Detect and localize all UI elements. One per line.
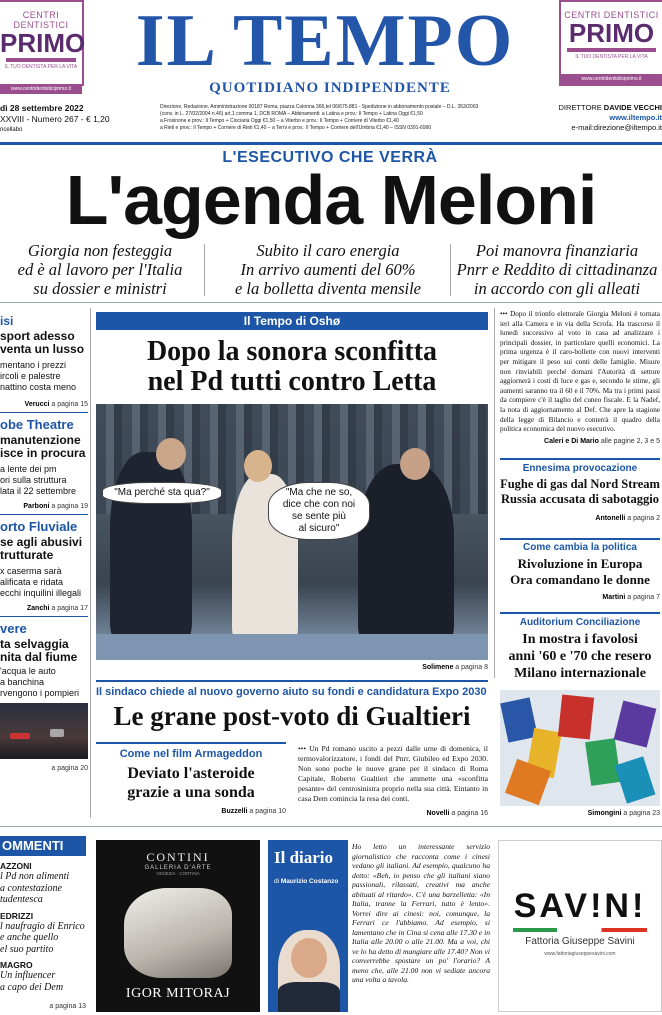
r1-credit <box>500 515 660 522</box>
left-s3-head[interactable]: se agli abusivi trutturate <box>0 535 83 562</box>
ad-primo-left-brand: PRIMO <box>0 28 86 58</box>
left-s3-page: a pagina 17 <box>51 605 88 612</box>
lead-sub-1: Giorgia non festeggia ed è al lavoro per l'Italia su dossier e ministri <box>17 241 183 298</box>
ad-primo-left-line3: IL TUO DENTISTA PER LA VITA <box>4 64 78 70</box>
center-credit-page: a pagina 8 <box>455 664 488 671</box>
ad-primo-right-line1: CENTRI DENTISTICI <box>564 10 659 20</box>
left-s1-text: mentano i prezzi ircoli e palestre nattino costa meno <box>0 360 77 392</box>
commenti-c3-text[interactable]: Un influencer a capo dei Dem <box>0 970 64 993</box>
asteroid-kicker: Come nel film Armageddon <box>119 748 263 760</box>
flood-car-light <box>10 733 30 739</box>
art-block-3 <box>558 694 594 739</box>
r1-rule <box>500 458 660 460</box>
center-kicker: Il Tempo di Oshø <box>243 314 341 328</box>
gualtieri-author: Novelli <box>426 810 450 817</box>
art-block-5 <box>614 700 657 747</box>
art-block-7 <box>615 756 656 803</box>
left-s4-text: 'acqua le auto a banchina rvengono i pompieri <box>0 666 80 698</box>
director-label: DIRETTORE <box>558 103 602 112</box>
ad-primo-right-brand: PRIMO <box>568 18 655 48</box>
commenti-box <box>0 836 86 1012</box>
figure-left <box>110 452 192 642</box>
ad-primo-left-line1: CENTRI DENTISTICI <box>13 10 69 30</box>
r2-credit <box>500 594 660 601</box>
left-s2-credit <box>0 503 88 510</box>
left-s1-author: Verucci <box>24 401 50 408</box>
left-divider-3 <box>0 616 88 617</box>
masthead-website[interactable]: www.iltempo.it <box>609 113 662 122</box>
masthead-title: IL TEMPO <box>135 0 515 82</box>
left-s1-head[interactable]: sport adesso venta un lusso <box>0 329 85 356</box>
diario-box <box>268 840 348 1012</box>
masthead-address-1: Direzione, Redazione, Amministrazione 00187 Roma, piazza Colonna 366,tel 06/675.881 - Spedizione in abbonamento postale – D.L. 353/2003 <box>160 104 479 110</box>
r1-head[interactable]: Fughe di gas dal Nord Stream Russia accusata di sabotaggio <box>500 477 660 506</box>
r2-kicker: Come cambia la politica <box>523 542 637 553</box>
center-credit-author: Solimene <box>422 664 454 671</box>
left-s3-credit <box>0 605 88 612</box>
r1-page: a pagina 2 <box>627 515 660 522</box>
savini-sub: Fattoria Giuseppe Savini <box>525 936 635 947</box>
right-col-divider <box>494 308 495 678</box>
lead-credit-pages: alle pagine 2, 3 e 5 <box>600 438 660 445</box>
ad-primo-right[interactable] <box>559 0 662 86</box>
director-name: DAVIDE VECCHI <box>603 103 662 112</box>
left-s4-photo <box>0 703 88 759</box>
savini-flag <box>513 928 647 932</box>
commenti-c1-author: AZZONI <box>0 861 32 871</box>
masthead-address <box>160 104 500 132</box>
r1-author: Antonelli <box>595 515 626 522</box>
r3-artwork <box>500 690 660 806</box>
asteroid-headline[interactable]: Deviato l'asteroide grazie a una sonda <box>127 765 255 801</box>
masthead-director <box>520 103 662 113</box>
photo-floor <box>96 634 488 660</box>
lead-kicker: L'ESECUTIVO CHE VERRÀ <box>222 149 438 166</box>
left-s2-text: a lente dei pm ori sulla struttura lata il 22 settembre <box>0 464 77 496</box>
figure-right-head <box>400 448 430 480</box>
r2-rule <box>500 538 660 540</box>
left-col-divider <box>90 308 91 818</box>
masthead-address-3: a Frosinone e prov.: Il Tempo + Ciociaria Oggi €1,50 – a Viterbo e prov.: Il Tempo + Corriere di Viterbo €1,40 <box>160 118 399 124</box>
asteroid-page: a pagina 10 <box>249 808 286 815</box>
diario-author-line <box>274 878 348 885</box>
center-credit <box>300 664 488 671</box>
commenti-c1-text[interactable]: l Pd non alimenti a contestazione tudentesca <box>0 871 70 905</box>
left-s4-page: a pagina 20 <box>51 765 88 772</box>
masthead-issue: XXVIII - Numero 267 - € 1,20 <box>0 114 110 124</box>
lead-sub-divider-1 <box>204 244 205 296</box>
masthead-sub-issue: ncellabo <box>0 127 23 133</box>
masthead-email[interactable]: e-mail:direzione@iltempo.it <box>571 123 662 132</box>
savini-url: www.fattoriagiuseppesavini.com <box>544 951 616 957</box>
contini-artist: IGOR MITORAJ <box>125 986 231 1001</box>
diario-author: Maurizio Costanzo <box>280 878 339 885</box>
asteroid-rule <box>96 742 286 744</box>
flood-car-light-2 <box>50 729 64 737</box>
left-s2-author: Parboni <box>23 503 50 510</box>
ad-savini[interactable] <box>498 840 662 1012</box>
left-s4-head[interactable]: ta selvaggia nita dal fiume <box>0 637 78 664</box>
ad-contini[interactable] <box>96 840 260 1012</box>
portrait-face <box>291 938 327 978</box>
left-s3-author: Zanchi <box>26 605 50 612</box>
commenti-page: a pagina 13 <box>49 1003 86 1010</box>
gualtieri-credit <box>298 810 488 817</box>
left-s1-credit <box>0 401 88 408</box>
masthead-subtitle: QUOTIDIANO INDIPENDENTE <box>209 80 451 96</box>
ad-primo-left-url: www.centridentisticiprimo.it <box>0 84 82 94</box>
diario-title: Il diario <box>274 848 334 867</box>
masthead-director-block <box>520 103 662 133</box>
left-s4-kicker: vere <box>0 621 27 636</box>
left-s2-page: a pagina 19 <box>51 503 88 510</box>
figure-right <box>358 464 454 644</box>
left-divider-1 <box>0 412 88 413</box>
gualtieri-page: a pagina 16 <box>451 810 488 817</box>
left-s3-kicker: orto Fluviale <box>0 519 78 534</box>
masthead-rule <box>0 142 662 145</box>
lead-sub-divider-2 <box>450 244 451 296</box>
commenti-c2-author: EDRIZZI <box>0 910 34 921</box>
left-s2-head[interactable]: manutenzione isce in procura <box>0 433 86 460</box>
lead-sub-2: Subito il caro energia In arrivo aumenti del 60% e la bolletta diventa mensile <box>234 241 422 298</box>
lead-credit-names: Caleri e Di Mario <box>544 438 599 445</box>
center-kicker-bar <box>96 312 488 330</box>
left-s2-kicker: obe Theatre <box>0 417 74 432</box>
portrait-suit <box>278 982 340 1012</box>
lead-body: ••• Dopo il trionfo elettorale Giorgia Meloni è tornata ieri alla Camera e in via della Scrofa. Ha trascorso il lunedì successivo al voto in casa ad analizzare i principali dossier, in particolare quelli economici. La prima urgenza è il caro-bollette con nuovi interventi per mitigare il peso sui conti delle famiglie. Misure non rinviabili perché domani l'Autorità di settore aggiornerà i costi di luce e gas e, secondo le stime, gli aumenti saranno tra il 60 e il 70%. Ma tra i primi passi da compiere c'è il taglio del cuneo fiscale. E la Nadef, la nota di aggiornamento al Def. Che apre la stagione della legge di Bilancio e conterrà il quadro della politica economica del nuovo esecutivo. <box>500 310 660 434</box>
r3-head[interactable]: In mostra i favolosi anni '60 e '70 che resero Milano internazionale <box>508 632 652 681</box>
r1-kicker: Ennesima provocazione <box>522 463 638 474</box>
r3-page: a pagina 23 <box>623 810 660 817</box>
lead-headline: L'agenda Meloni <box>65 161 597 239</box>
left-column <box>0 306 88 818</box>
masthead-address-2: (conv. in L. 27/02/2004 n.46) art.1 comma 1, DCB ROMA – Abbinamenti: a Latina e prov.: Il Tempo + Latina Oggi €1,50 <box>160 111 423 117</box>
bottom-section-rule <box>0 826 662 827</box>
diario-author-prefix: di <box>274 878 280 885</box>
r2-head[interactable]: Rivoluzione in Europa Ora comandano le donne <box>510 556 650 587</box>
r3-rule <box>500 612 660 614</box>
r2-author: Martini <box>602 594 626 601</box>
commenti-c3-author: MAGRO <box>0 960 33 970</box>
r3-kicker: Auditorium Conciliazione <box>519 617 641 628</box>
ad-primo-right-bar <box>567 48 656 52</box>
r3-credit <box>500 810 660 817</box>
asteroid-credit <box>96 808 286 815</box>
contini-sub2: VENEZIA · CORTINA <box>156 871 200 876</box>
gualtieri-kicker: Il sindaco chiede al nuovo governo aiuto su fondi e candidatura Expo 2030 <box>96 686 487 698</box>
speech-bubble-1: "Ma perché sta qua?" <box>102 482 222 504</box>
lead-credit <box>500 438 660 445</box>
left-s4-credit <box>0 765 88 772</box>
ad-primo-right-url: www.centridentisticiprimo.it <box>561 74 662 84</box>
diario-text: Ho letto un interessante servizio giornalistico che racconta come i cinesi vedano gli italiani. Ad esempio, qualcuno ha detto: «Beh, io penso che gli italiani siano passionali, rilassati, creativi ma anche abituati al ritardo». C'è una barzelletta: «In Italia, tranne la Ferrari, tutto è lento». Vorrei dire ai cinesi: noi, comunque, la Ferrari ce l'abbiamo. Ad esempio, si lamentano che in Cina si cena alle 17.30 e in Italia alle 20.00 o alle 21.00. Ma a voi, chi ve lo ha detto di mangiare alle 17.40? Non vi converrebbe spostare un po' l'orario? A meno che, alle 21.00 non vi sediate ancora una volta a tavola. <box>352 842 490 984</box>
ad-primo-left-bar <box>6 58 76 62</box>
contini-sculpture <box>124 888 232 978</box>
commenti-c2-text[interactable]: l naufragio di Enrico e anche quello el suo partito <box>0 920 85 955</box>
figure-center-head <box>244 450 272 482</box>
speech-bubble-2: "Ma che ne so, dice che con noi se sente più al sicuro" <box>268 482 370 540</box>
masthead-date-block <box>0 103 150 136</box>
contini-brand: CONTINI <box>146 850 210 864</box>
asteroid-author: Buzzelli <box>221 808 248 815</box>
lead-sub-3: Poi manovra finanziaria Pnrr e Reddito di cittadinanza in accordo con gli alleati <box>456 241 658 298</box>
left-s3-text: x caserma sarà alificata e ridata ecchi inquilini illegali <box>0 566 82 598</box>
r2-page: a pagina 7 <box>627 594 660 601</box>
left-s1-kicker: isi <box>0 314 14 328</box>
diario-portrait <box>278 930 340 1012</box>
lead-bottom-rule <box>0 302 662 303</box>
center-photo <box>96 404 488 660</box>
center-headline[interactable]: Dopo la sonora sconfitta nel Pd tutti contro Letta <box>146 336 438 397</box>
commenti-title: OMMENTI <box>0 836 86 856</box>
art-block-4 <box>585 738 621 786</box>
figure-left-head <box>156 438 186 470</box>
r3-author: Simongini <box>587 810 622 817</box>
gualtieri-body: ••• Un Pd romano uscito a pezzi dalle urne di domenica, il termovalorizzatore, i fondi del Pnrr, Giubileo ed Expo 2030. Non sono poche le nuove grane per il sindaco di Roma Capitale, Roberto Gualtieri che ammette una «sconfitta pesante» del centrosinistra proprio nella sua città. Eintanto in casa Dem comincia la resa dei conti. <box>298 744 488 803</box>
masthead-address-4: a Rieti e prov.: Il Tempo + Corriere di Rieti €1,40 – a Terni e prov.: Il Tempo + Corriere dell'Umbria €1,40 – ISSN 0391-6990 <box>160 125 432 131</box>
ad-primo-right-line3: IL TUO DENTISTA PER LA VITA <box>575 54 648 60</box>
gualtieri-rule <box>96 680 488 682</box>
savini-brand: SAV!N! <box>513 887 647 925</box>
masthead-date: dì 28 settembre 2022 <box>0 103 84 113</box>
ad-primo-left[interactable] <box>0 0 86 92</box>
left-divider-2 <box>0 514 88 515</box>
left-s1-page: a pagina 15 <box>51 401 88 408</box>
gualtieri-headline[interactable]: Le grane post-voto di Gualtieri <box>113 701 471 731</box>
asteroid-box <box>96 742 286 820</box>
contini-sub: GALLERIA D'ARTE <box>144 865 212 871</box>
